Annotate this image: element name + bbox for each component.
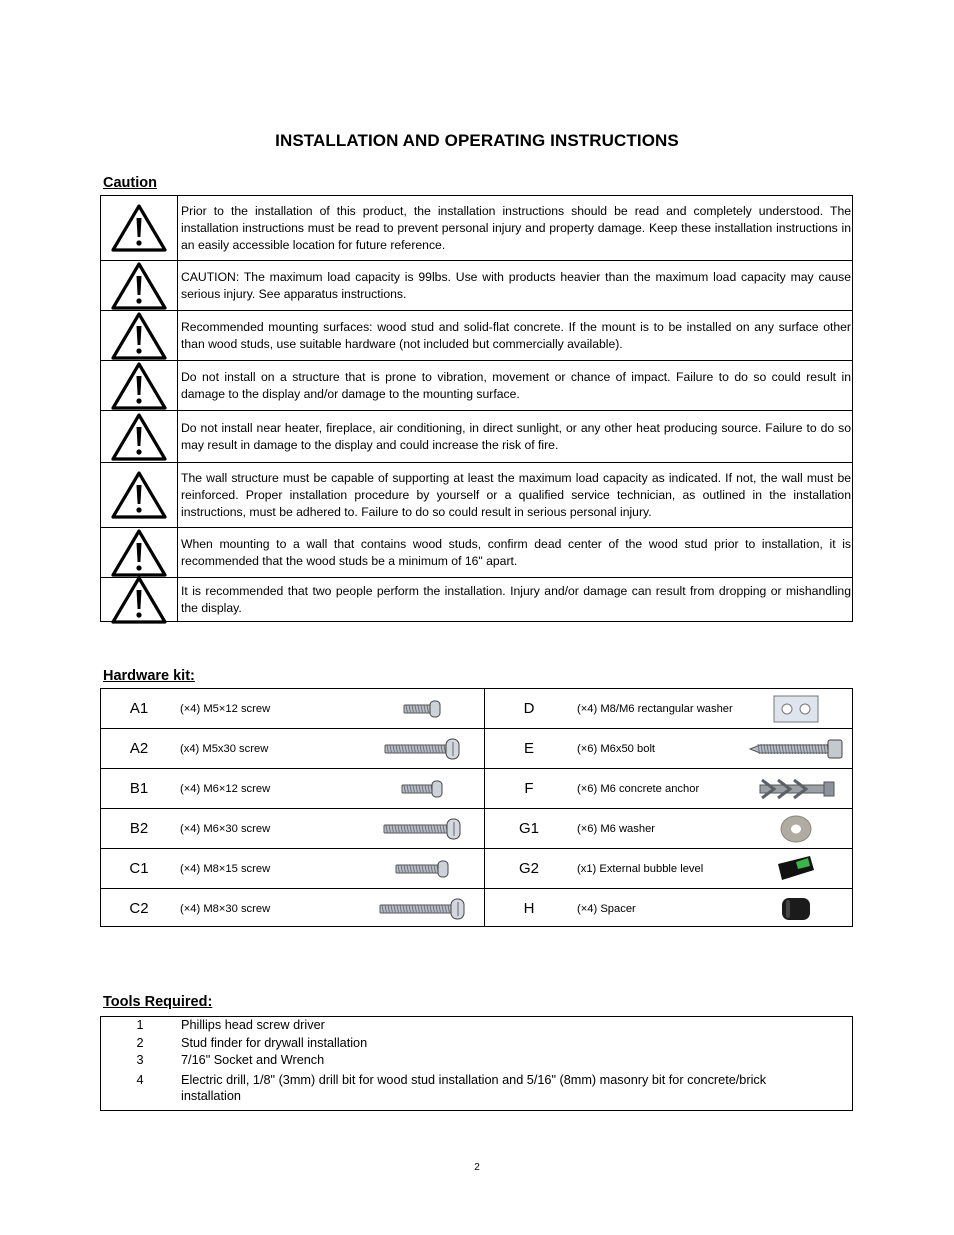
hardware-desc: (×4) Spacer bbox=[577, 902, 636, 915]
caution-row bbox=[101, 261, 852, 310]
hardware-row bbox=[101, 809, 852, 849]
caution-text: Prior to the installation of this product, the installation instructions should be read and completely understood. The installation instructions must be read to prevent personal injury and property damage. Keep these installation instructions in an easily accessible location for future reference. bbox=[181, 203, 851, 252]
warning-icon bbox=[101, 463, 178, 527]
caution-text: Do not install on a structure that is prone to vibration, movement or chance of impact. Failure to do so could result in damage to the display and/or damage to the mounting surface. bbox=[181, 369, 851, 401]
spacer-icon bbox=[741, 889, 851, 928]
hardware-row bbox=[101, 769, 852, 809]
caution-text: CAUTION: The maximum load capacity is 99lbs. Use with products heavier than the maximum load capacity may cause serious injury. See apparatus instructions. bbox=[181, 269, 851, 301]
tools-heading: Tools Required: bbox=[103, 994, 213, 1010]
hardware-code: C2 bbox=[129, 900, 149, 917]
hardware-heading: Hardware kit: bbox=[103, 668, 195, 684]
caution-row bbox=[101, 361, 852, 410]
hardware-code: C1 bbox=[129, 860, 149, 877]
hardware-desc: (x4) M5x30 screw bbox=[180, 742, 269, 755]
hardware-desc: (×6) M6 concrete anchor bbox=[577, 782, 700, 795]
tool-number: 2 bbox=[136, 1036, 144, 1050]
tool-number: 3 bbox=[136, 1053, 144, 1067]
hardware-code: G1 bbox=[518, 820, 539, 837]
page-number: 2 bbox=[474, 1162, 480, 1173]
hardware-desc: (×4) M6×30 screw bbox=[180, 822, 271, 835]
hardware-code: A1 bbox=[129, 700, 149, 717]
tool-text: Electric drill, 1/8" (3mm) drill bit for wood stud installation and 5/16" (8mm) masonry bit for concrete/brick installation bbox=[181, 1073, 767, 1103]
lag-bolt-icon bbox=[741, 729, 851, 768]
short-screw-icon bbox=[361, 769, 485, 808]
tool-text: Phillips head screw driver bbox=[181, 1018, 325, 1032]
hardware-desc: (×4) M8×15 screw bbox=[180, 862, 271, 875]
hardware-desc: (x1) External bubble level bbox=[577, 862, 704, 875]
tool-number: 4 bbox=[136, 1073, 144, 1087]
caution-row bbox=[101, 196, 852, 260]
caution-text: Do not install near heater, fireplace, air conditioning, in direct sunlight, or any other heat producing source. Failure to do so may result in damage to the display and could increase the risk of fire. bbox=[181, 420, 851, 452]
page-title: INSTALLATION AND OPERATING INSTRUCTIONS bbox=[275, 131, 679, 150]
bubble-level-icon bbox=[741, 849, 851, 888]
tool-text: Stud finder for drywall installation bbox=[181, 1036, 368, 1050]
warning-icon bbox=[101, 411, 178, 462]
hardware-code: F bbox=[524, 780, 534, 797]
caution-row bbox=[101, 463, 852, 527]
tool-number: 1 bbox=[136, 1018, 144, 1032]
caution-heading: Caution bbox=[103, 175, 157, 191]
hardware-desc: (×4) M8×30 screw bbox=[180, 902, 271, 915]
warning-icon bbox=[101, 311, 178, 360]
caution-row bbox=[101, 528, 852, 577]
hardware-desc: (×6) M6 washer bbox=[577, 822, 656, 835]
hardware-code: G2 bbox=[518, 860, 539, 877]
warning-icon bbox=[101, 196, 178, 260]
tool-text: 7/16" Socket and Wrench bbox=[181, 1053, 325, 1067]
tools-table bbox=[100, 1016, 853, 1111]
hardware-code: A2 bbox=[129, 740, 149, 757]
hardware-table bbox=[100, 688, 853, 927]
long-screw-icon bbox=[361, 729, 485, 768]
hardware-desc: (×6) M6x50 bolt bbox=[577, 742, 656, 755]
hardware-row bbox=[101, 849, 852, 889]
caution-text: Recommended mounting surfaces: wood stud and solid-flat concrete. If the mount is to be installed on any surface other than wood studs, use suitable hardware (not included but commercially available). bbox=[181, 319, 851, 351]
hardware-code: E bbox=[523, 740, 534, 757]
warning-icon bbox=[101, 578, 178, 621]
concrete-anchor-icon bbox=[741, 769, 851, 808]
caution-row bbox=[101, 411, 852, 462]
hardware-code: B1 bbox=[129, 780, 149, 797]
rectangular-washer-icon bbox=[741, 689, 851, 728]
caution-text: When mounting to a wall that contains wood studs, confirm dead center of the wood stud prior to installation, it is recommended that the wood studs be a minimum of 16" apart. bbox=[181, 536, 851, 568]
caution-row bbox=[101, 578, 852, 621]
short-screw-icon bbox=[361, 849, 485, 888]
hardware-desc: (×4) M8/M6 rectangular washer bbox=[577, 702, 733, 715]
short-screw-icon bbox=[361, 689, 485, 728]
caution-text: It is recommended that two people perform the installation. Injury and/or damage can result from dropping or mishandling the display. bbox=[181, 583, 851, 615]
hardware-row bbox=[101, 729, 852, 769]
hardware-code: H bbox=[523, 900, 535, 917]
hardware-row bbox=[101, 689, 852, 729]
hardware-code: D bbox=[523, 700, 535, 717]
hardware-desc: (×4) M6×12 screw bbox=[180, 782, 271, 795]
warning-icon bbox=[101, 528, 178, 577]
hardware-code: B2 bbox=[129, 820, 149, 837]
warning-icon bbox=[101, 361, 178, 410]
hardware-desc: (×4) M5×12 screw bbox=[180, 702, 271, 715]
caution-table bbox=[100, 195, 853, 622]
hardware-row bbox=[101, 889, 852, 929]
round-washer-icon bbox=[741, 809, 851, 848]
warning-icon bbox=[101, 261, 178, 310]
long-screw-icon bbox=[361, 809, 485, 848]
caution-row bbox=[101, 311, 852, 360]
caution-text: The wall structure must be capable of supporting at least the maximum load capacity as indicated. If not, the wall must be reinforced. Proper installation procedure by yourself or a qualified service technician, as outlined in the installation instructions, must be adhered to. Failure to do so could result in serious personal injury. bbox=[181, 470, 851, 519]
long-screw-icon bbox=[361, 889, 485, 928]
